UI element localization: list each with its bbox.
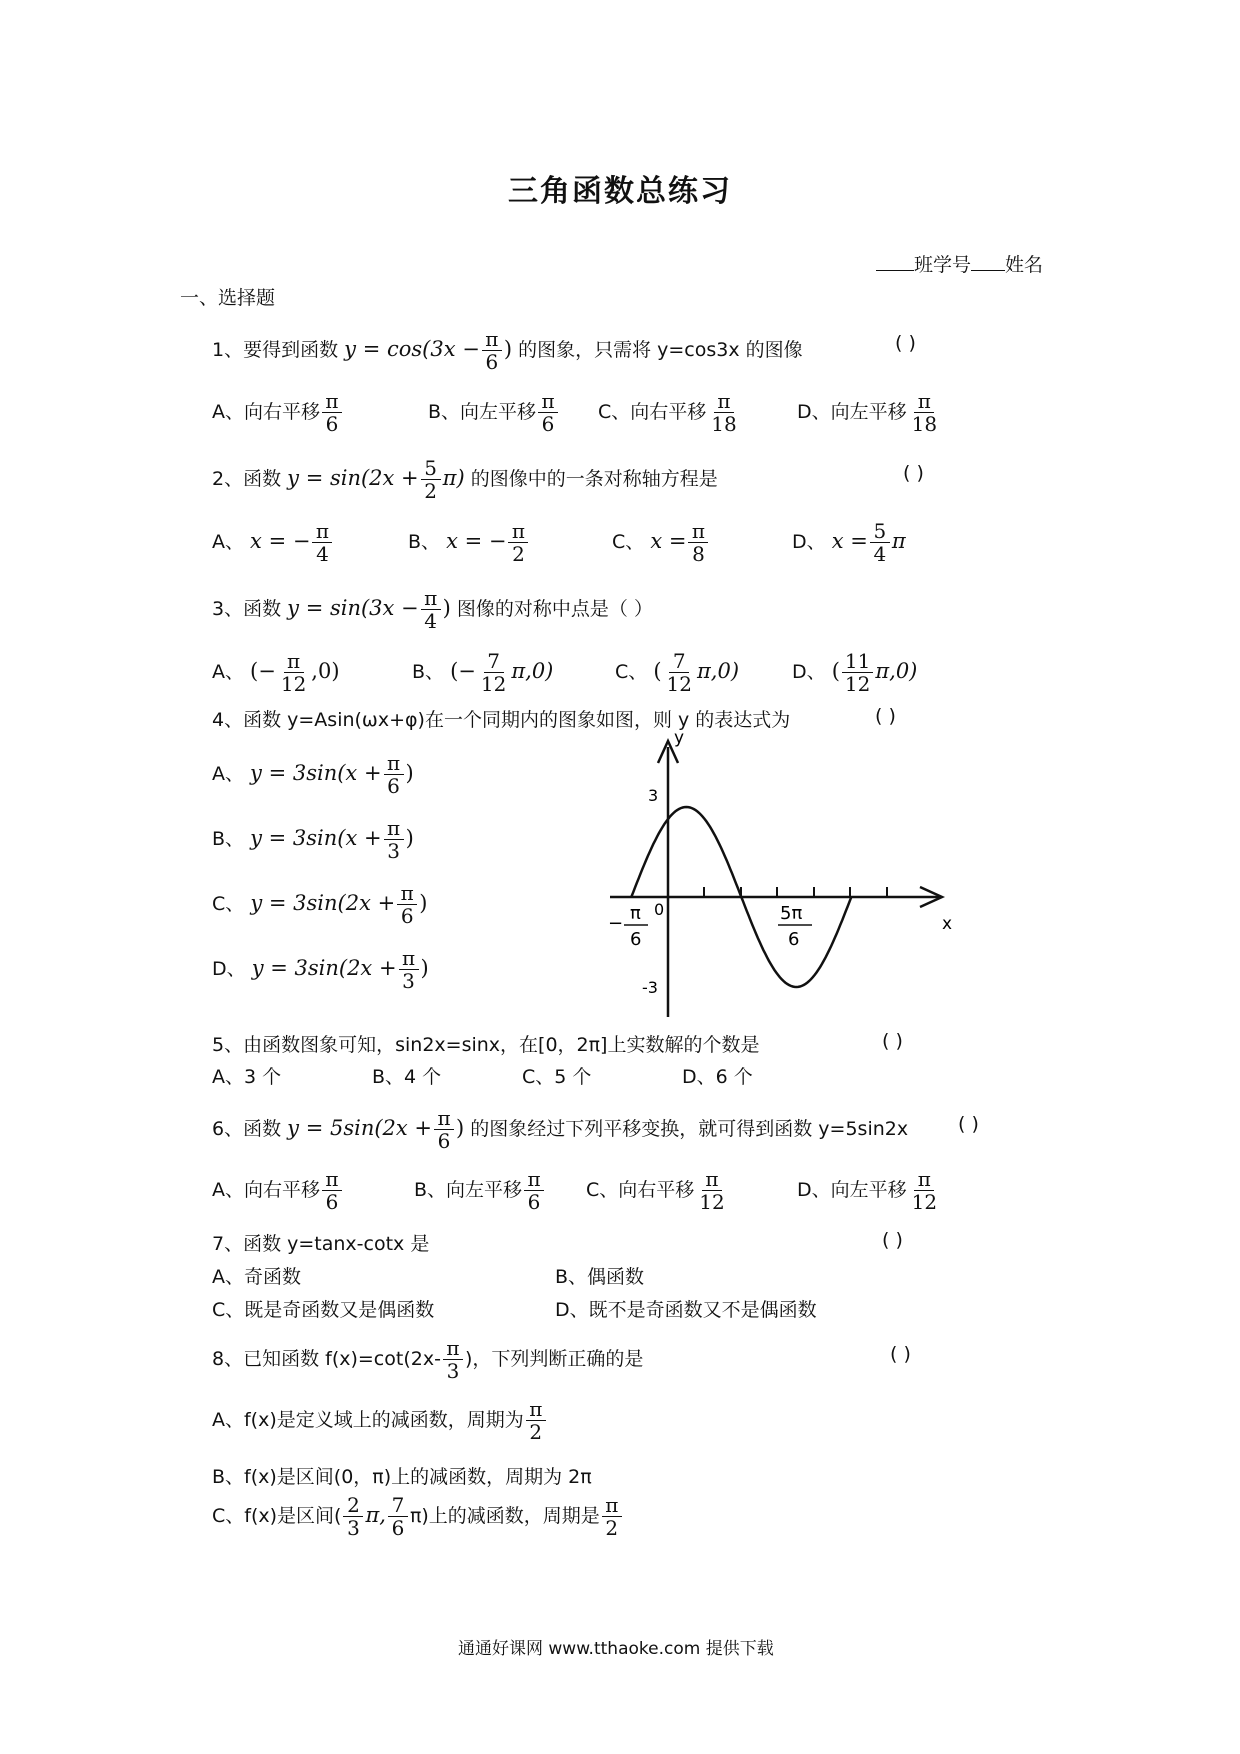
answer-bracket-1[interactable]: ( ) [895,332,916,354]
name-blank[interactable] [971,252,1005,271]
q3-option-b[interactable]: B、 (− $\frac{7}{12}$ π,0) [412,649,554,696]
q1-option-d[interactable]: D、向左平移 $\frac{\pi}{18}$ [797,389,938,436]
q8-option-c[interactable]: C、f(x)是区间( $\frac{2}{3}$ π, $\frac{7}{6}$ π)上的减函数，周期是 $\frac{\pi}{2}$ [212,1494,624,1539]
answer-bracket-8[interactable]: ( ) [890,1343,911,1365]
q2-option-d[interactable]: D、 x = $\frac{5}{4}$ π [792,519,906,566]
q4-option-d[interactable]: D、 y = 3sin(2x + $\frac{\pi}{3}$ ) [212,946,429,993]
q4-option-c[interactable]: C、 y = 3sin(2x + $\frac{\pi}{6}$ ) [212,881,428,928]
left-tick-num: π [630,903,641,924]
question-1: 1、要得到函数 y = cos(3x − $\frac{\pi}{6}$ ) 的图象，只需将 y=cos3x 的图像 [212,327,803,374]
y-max-label: 3 [648,786,659,805]
left-tick-den: 6 [630,929,642,950]
q7-option-d[interactable]: D、既不是奇函数又不是偶函数 [555,1299,817,1321]
q4-option-b[interactable]: B、 y = 3sin(x + $\frac{\pi}{3}$ ) [212,816,414,863]
q7-option-a[interactable]: A、奇函数 [212,1266,301,1288]
q2-option-c[interactable]: C、 x = $\frac{\pi}{8}$ [612,520,710,565]
q5-option-d[interactable]: D、6 个 [682,1066,753,1088]
right-tick-den: 6 [788,929,800,950]
q6-option-d[interactable]: D、向左平移 $\frac{\pi}{12}$ [797,1167,938,1214]
answer-bracket-5[interactable]: ( ) [882,1030,903,1052]
question-3: 3、函数 y = sin(3x − $\frac{\pi}{4}$ ) 图像的对称中点是（ ） [212,586,653,633]
q1-option-b[interactable]: B、向左平移 $\frac{\pi}{6}$ [428,390,560,435]
y-min-label: -3 [642,978,658,997]
q3-option-d[interactable]: D、 ( $\frac{11}{12}$ π,0) [792,649,918,696]
answer-bracket-6[interactable]: ( ) [958,1113,979,1135]
student-info [876,250,1043,277]
question-8: 8、已知函数 f(x)=cot(2x- $\frac{\pi}{3}$ )，下列判断正确的是 [212,1336,644,1383]
q8-option-a[interactable]: A、f(x)是定义域上的减函数，周期为 $\frac{\pi}{2}$ [212,1398,548,1443]
q5-option-a[interactable]: A、3 个 [212,1066,282,1088]
q2-option-b[interactable]: B、 x = − $\frac{\pi}{2}$ [408,520,530,565]
y-axis-label: y [674,728,685,748]
q1-option-c[interactable]: C、向右平移 $\frac{\pi}{18}$ [598,389,737,436]
question-5: 5、由函数图象可知，sin2x=sinx，在[0，2π]上实数解的个数是 [212,1034,760,1056]
question-6: 6、函数 y = 5sin(2x + $\frac{\pi}{6}$ ) 的图象经过下列平移变换，就可得到函数 y=5sin2x [212,1106,909,1153]
name-label: 姓名 [1005,254,1044,276]
q3-option-a[interactable]: A、 (− $\frac{\pi}{12}$ ,0) [212,649,340,696]
q6-option-c[interactable]: C、向右平移 $\frac{\pi}{12}$ [586,1167,725,1214]
class-blank[interactable] [876,252,914,271]
right-tick-num: 5π [780,903,803,924]
answer-bracket-7[interactable]: ( ) [882,1229,903,1251]
answer-bracket-4[interactable]: ( ) [875,705,896,727]
q6-option-a[interactable]: A、向右平移 $\frac{\pi}{6}$ [212,1168,344,1213]
q8-option-b[interactable]: B、f(x)是区间(0，π)上的减函数，周期为 2π [212,1466,592,1488]
x-axis-label: x [942,914,953,934]
question-4: 4、函数 y=Asin(ωx+φ)在一个同期内的图象如图，则 y 的表达式为 [212,709,791,731]
question-7: 7、函数 y=tanx-cotx 是 [212,1233,430,1255]
q7-option-b[interactable]: B、偶函数 [555,1266,645,1288]
q2-option-a[interactable]: A、 x = − $\frac{\pi}{4}$ [212,520,334,565]
section-heading: 一、选择题 [180,287,276,309]
origin-label: 0 [654,900,665,919]
q5-option-b[interactable]: B、4 个 [372,1066,442,1088]
q1-option-a[interactable]: A、向右平移 $\frac{\pi}{6}$ [212,390,344,435]
question-2: 2、函数 y = sin(2x + $\frac{5}{2}$ π) 的图像中的一条对称轴方程是 [212,456,718,503]
answer-bracket-2[interactable]: ( ) [903,462,924,484]
q6-option-b[interactable]: B、向左平移 $\frac{\pi}{6}$ [414,1168,546,1213]
left-tick-minus: − [608,913,624,934]
class-number-label: 班学号 [914,254,972,276]
page-title: 三角函数总练习 [508,174,732,209]
q5-option-c[interactable]: C、5 个 [522,1066,592,1088]
sine-graph [590,725,970,1025]
footer-source: 通通好课网 www.tthaoke.com 提供下载 [458,1639,774,1659]
q4-option-a[interactable]: A、 y = 3sin(x + $\frac{\pi}{6}$ ) [212,751,414,798]
q3-option-c[interactable]: C、 ( $\frac{7}{12}$ π,0) [615,649,740,696]
q7-option-c[interactable]: C、既是奇函数又是偶函数 [212,1299,435,1321]
